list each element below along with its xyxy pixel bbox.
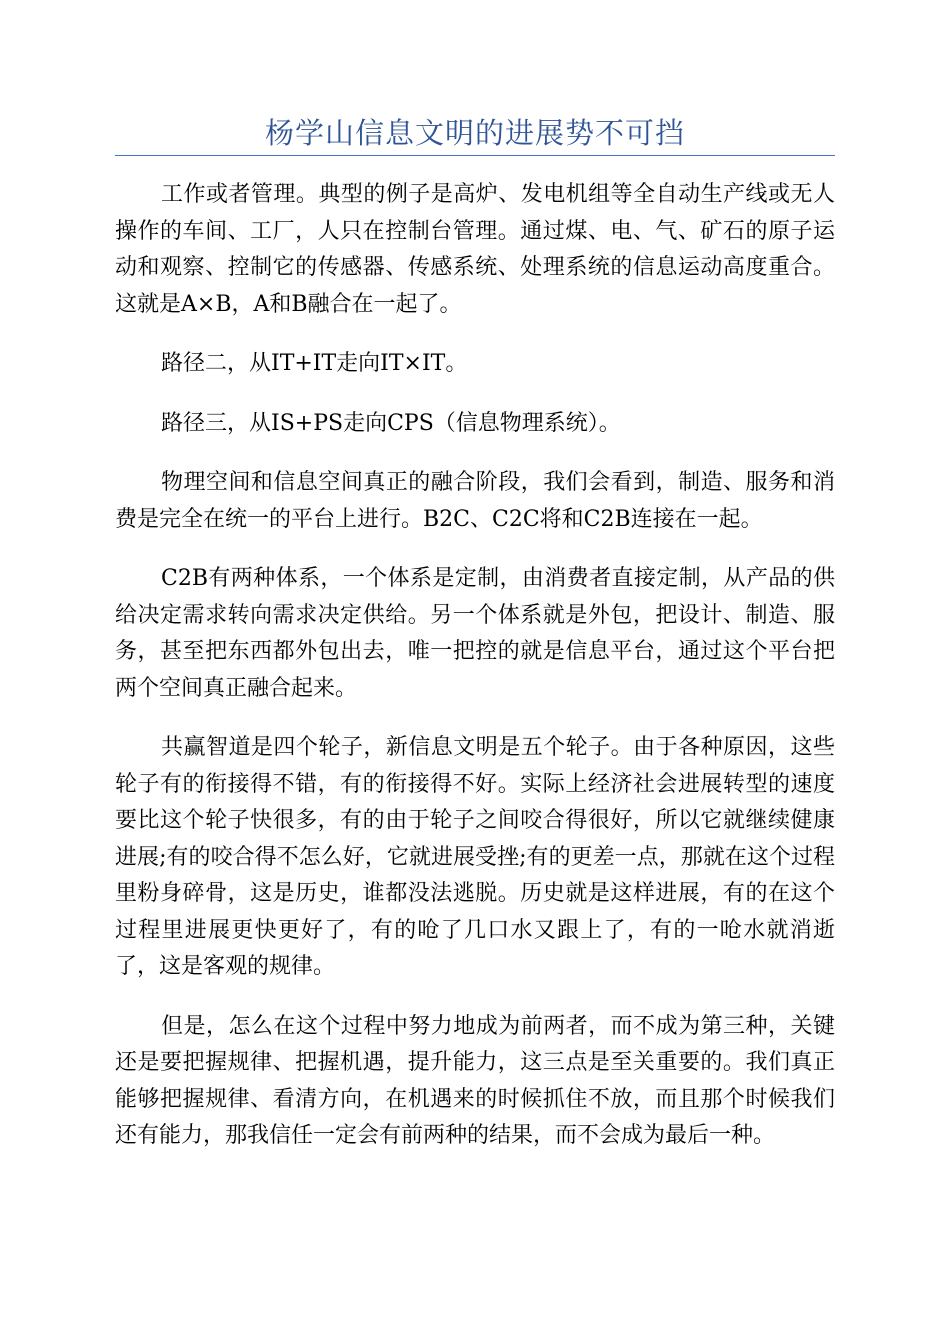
paragraph: 路径二，从IT+IT走向IT×IT。 [161, 351, 468, 376]
paragraph: 工作或者管理。典型的例子是高炉、发电机组等全自动生产线或无人操作的车间、工厂，人只在控制台管理。通过煤、电、气、矿石的原子运动和观察、控制它的传感器、传感系统、处理系统的信息运动高度重合。这就是A×B，A和B融合在一起了。 [115, 182, 835, 317]
paragraph: 共赢智道是四个轮子，新信息文明是五个轮子。由于各种原因，这些轮子有的衔接得不错，有的衔接得不好。实际上经济社会进展转型的速度要比这个轮子快很多，有的由于轮子之间咬合得很好，所以它就继续健康进展;有的咬合得不怎么好，它就进展受挫;有的更差一点，那就在这个过程里粉身碎骨，这是历史，谁都没法逃脱。历史就是这样进展，有的在这个过程里进展更快更好了，有的呛了几口水又跟上了，有的一呛水就消逝了，这是客观的规律。 [115, 735, 835, 979]
document-body [115, 177, 835, 1178]
title-underline [115, 155, 835, 156]
document-title: 杨学山信息文明的进展势不可挡 [264, 116, 685, 150]
paragraph: 路径三，从IS+PS走向CPS（信息物理系统）。 [161, 410, 621, 436]
paragraph: C2B有两种体系，一个体系是定制，由消费者直接定制，从产品的供给决定需求转向需求决定供给。另一个体系就是外包，把设计、制造、服务，甚至把东西都外包出去，唯一把控的就是信息平台，通过这个平台把两个空间真正融合起来。 [115, 566, 835, 701]
paragraph: 但是，怎么在这个过程中努力地成为前两者，而不成为第三种，关键还是要把握规律、把握机遇，提升能力，这三点是至关重要的。我们真正能够把握规律、看清方向，在机遇来的时候抓住不放，而且那个时候我们还有能力，那我信任一定会有前两种的结果，而不会成为最后一种。 [115, 1013, 835, 1148]
paragraph: 物理空间和信息空间真正的融合阶段，我们会看到，制造、服务和消费是完全在统一的平台上进行。B2C、C2C将和C2B连接在一起。 [115, 470, 835, 532]
